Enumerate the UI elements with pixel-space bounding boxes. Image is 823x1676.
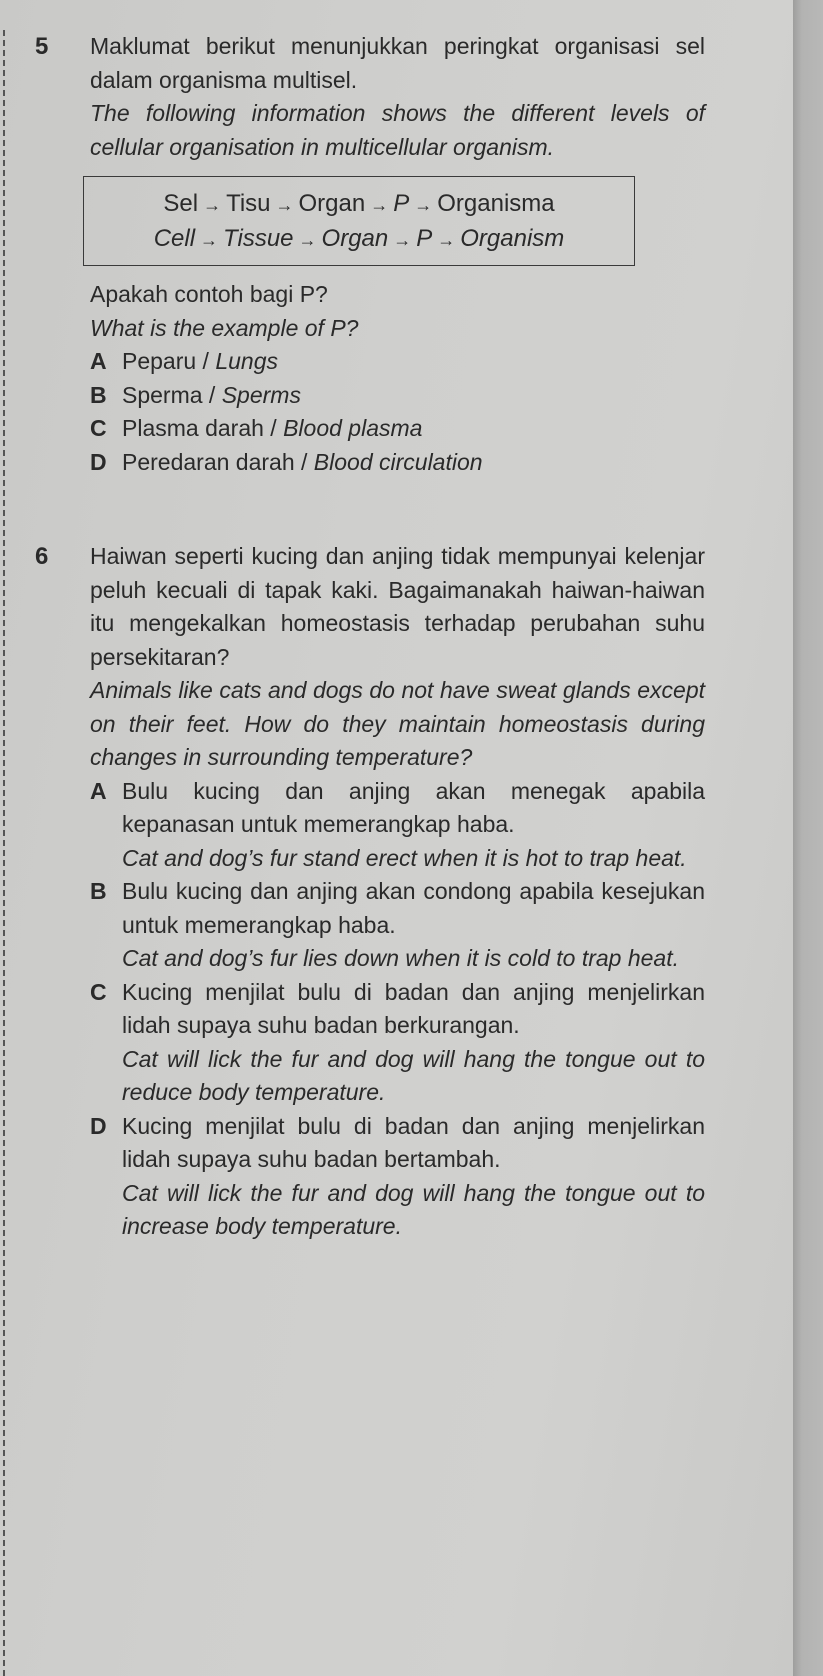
flow-item: Organ: [321, 225, 389, 252]
option-text-english: Cat will lick the fur and dog will hang the tongue out to increase body temperature.: [122, 1179, 705, 1239]
option-text-malay: Sperma: [122, 381, 203, 408]
option-letter: D: [90, 1112, 107, 1139]
option-b[interactable]: [90, 379, 705, 413]
dashed-cut-line: [3, 30, 5, 1676]
stem-english: Animals like cats and dogs do not have sweat glands except on their feet. How do they maintain homeostasis during changes in surrounding temperature?: [90, 677, 705, 770]
option-letter: B: [90, 878, 107, 904]
flow-item-p: P: [393, 190, 410, 217]
stem-malay: Maklumat berikut menunjukkan peringkat organisasi sel dalam organisma multisel.: [90, 33, 705, 93]
option-text-malay: Kucing menjilat bulu di badan dan anjing menjelirkan lidah supaya suhu badan bertambah.: [122, 1112, 705, 1172]
option-c[interactable]: [90, 976, 705, 1110]
question-6: [35, 540, 705, 1244]
option-c[interactable]: [90, 412, 705, 446]
option-text-english: Sperms: [221, 381, 301, 408]
flow-item: Tissue: [223, 225, 294, 252]
flow-item-p: P: [416, 225, 433, 252]
option-letter: B: [90, 381, 107, 408]
option-text-malay: Bulu kucing dan anjing akan condong apabila kesejukan untuk memerangkap haba.: [122, 878, 705, 938]
option-separator: /: [202, 381, 222, 408]
flow-item: Cell: [153, 225, 196, 252]
option-text: [122, 1110, 705, 1244]
page-edge-shadow: [793, 0, 823, 1676]
option-letter: C: [90, 978, 107, 1005]
prompt-english: What is the example of P?: [90, 314, 359, 341]
arrow-right-icon: →: [414, 195, 433, 215]
option-letter: D: [90, 448, 107, 475]
option-text-malay: Peredaran darah: [122, 448, 295, 475]
stem-malay: Haiwan seperti kucing dan anjing tidak mempunyai kelenjar peluh kecuali di tapak kaki. Bagaimanakah haiwan-haiwan itu mengekalkan homeostasis terhadap perubahan suhu persekitaran?: [90, 543, 705, 670]
arrow-right-icon: →: [275, 195, 294, 215]
option-text-malay: Bulu kucing dan anjing akan menegak apabila kepanasan untuk memerangkap haba.: [122, 777, 705, 837]
question-5: [35, 30, 705, 479]
stem-english: The following information shows the different levels of cellular organisation in multicellular organism.: [90, 100, 705, 160]
option-letter: A: [90, 777, 107, 804]
option-a[interactable]: [90, 345, 705, 379]
arrow-right-icon: →: [203, 195, 222, 215]
flow-row-malay: [84, 187, 634, 222]
option-separator: /: [294, 448, 314, 475]
option-text-english: Cat and dog’s fur stand erect when it is hot to trap heat.: [122, 844, 687, 871]
option-text-english: Blood plasma: [283, 415, 423, 441]
flow-item: Organ: [298, 190, 366, 217]
flow-item: Organism: [460, 225, 565, 252]
prompt-malay: Apakah contoh bagi P?: [90, 281, 328, 307]
option-b[interactable]: [90, 875, 705, 976]
option-separator: /: [196, 348, 216, 374]
answer-options: [90, 775, 705, 1244]
question-number: 5: [35, 33, 49, 60]
flow-item: Sel: [163, 190, 199, 217]
option-a[interactable]: [90, 775, 705, 876]
flow-row-english: [84, 222, 634, 257]
option-separator: /: [263, 415, 284, 441]
arrow-right-icon: →: [298, 230, 317, 250]
option-text-malay: Kucing menjilat bulu di badan dan anjing menjelirkan lidah supaya suhu badan berkurangan.: [122, 978, 705, 1038]
option-text-english: Blood circulation: [313, 448, 483, 475]
option-text-malay: Plasma darah: [122, 415, 264, 441]
question-body: [90, 30, 705, 479]
flow-item: Tisu: [226, 190, 271, 217]
option-d[interactable]: [90, 446, 705, 480]
option-d[interactable]: [90, 1110, 705, 1244]
question-number: 6: [35, 543, 49, 570]
option-letter: A: [90, 348, 107, 374]
flow-item: Organisma: [437, 190, 555, 217]
option-text: [122, 976, 705, 1110]
option-text: [122, 875, 705, 976]
option-text-english: Lungs: [215, 348, 279, 374]
answer-options: [90, 345, 705, 479]
option-text: [122, 775, 705, 876]
option-text-english: Cat will lick the fur and dog will hang the tongue out to reduce body temperature.: [122, 1045, 705, 1105]
organisation-flow-box: [83, 176, 635, 266]
arrow-right-icon: →: [393, 230, 412, 250]
option-letter: C: [90, 415, 107, 441]
arrow-right-icon: →: [200, 230, 219, 250]
arrow-right-icon: →: [437, 230, 456, 250]
option-text-malay: Peparu: [122, 348, 197, 374]
arrow-right-icon: →: [370, 195, 389, 215]
question-body: [90, 540, 705, 1244]
option-text-english: Cat and dog’s fur lies down when it is cold to trap heat.: [122, 945, 680, 971]
